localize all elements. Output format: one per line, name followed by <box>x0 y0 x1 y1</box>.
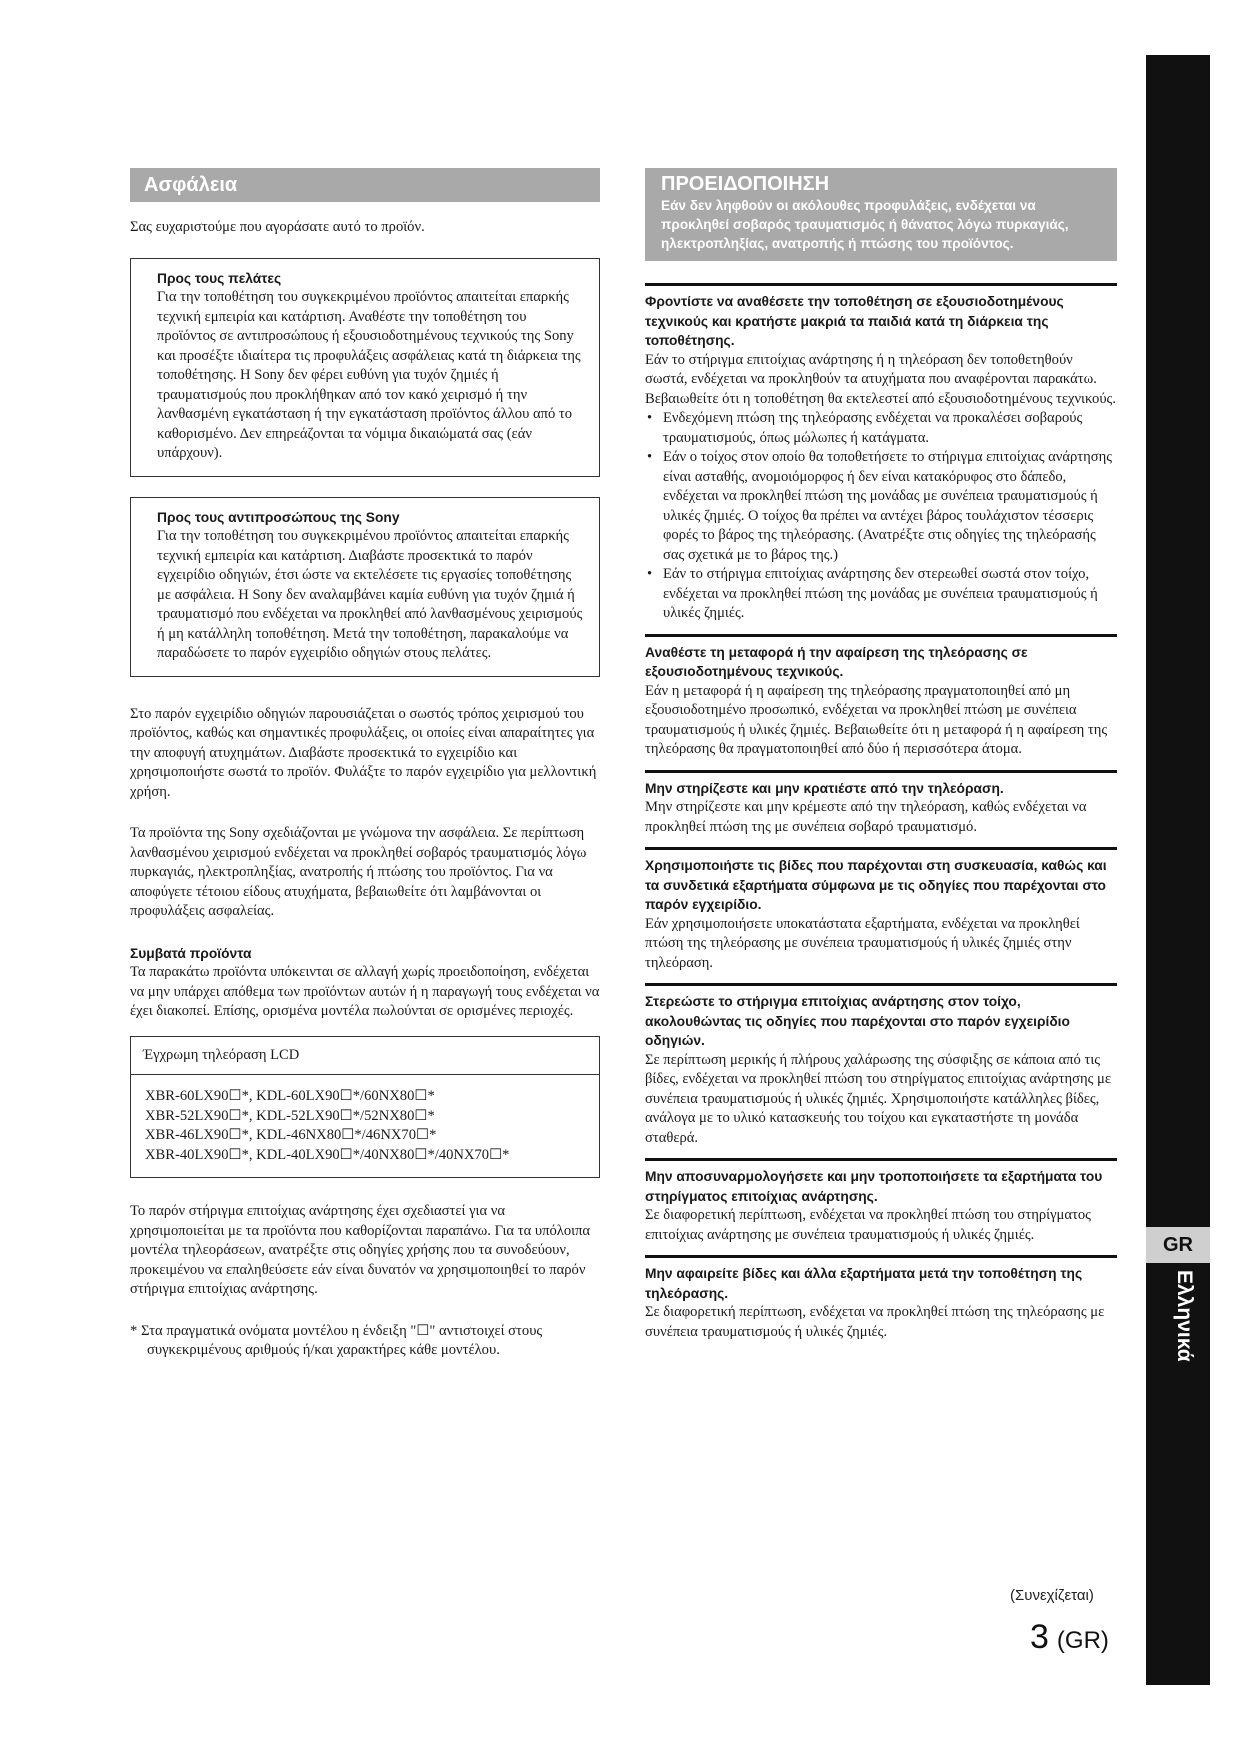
warning-section-title: Χρησιμοποιήστε τις βίδες που παρέχονται στη συσκευασία, καθώς και τα συνδετικά εξαρτήματα σύμφωνα με τις οδηγίες που παρέχονται στο παρόν εγχειρίδιο. <box>645 858 1107 912</box>
dealers-box-text: Για την τοποθέτηση του συγκεκριμένου προϊόντος απαιτείται επαρκής τεχνική εμπειρία και κατάρτιση. Διαβάστε προσεκτικά το παρόν εγχειρίδιο οδηγιών, έτσι ώστε να εκτελέσετε τις εργασίες τοποθέτησης με ασφάλεια. Η Sony δεν αναλαμβάνει καμία ευθύνη για τυχόν ζημιά ή τραυματισμό που ενδέχεται να προκληθεί από λανθασμένους χειρισμούς ή μη κατάλληλη τοποθέτηση. Μετά την τοποθέτηση, παρακαλούμε να παραδώσετε το παρόν εγχειρίδιο οδηγιών στους πελάτες. <box>157 528 583 661</box>
compatible-products <box>130 944 600 1022</box>
warning-title: ΠΡΟΕΙΔΟΠΟΙΗΣΗ <box>661 173 830 195</box>
warning-section <box>645 1158 1117 1245</box>
model-table-header: Έγχρωμη τηλεόραση LCD <box>131 1037 599 1076</box>
warning-section-body: Εάν χρησιμοποιήσετε υποκατάστατα εξαρτήματα, ενδέχεται να προκληθεί πτώση της τηλεόρασης με συνέπεια τραυματισμούς ή υλικές ζημιές στην τηλεόραση. <box>645 915 1080 971</box>
warning-section-body: Σε διαφορετική περίπτωση, ενδέχεται να προκληθεί πτώση του στηρίγματος επιτοίχιας ανάρτησης με συνέπεια τραυματισμούς ή υλικές ζημιές. <box>645 1207 1091 1243</box>
warning-section-title: Μην αφαιρείτε βίδες και άλλα εξαρτήματα μετά την τοποθέτηση της τηλεόρασης. <box>645 1266 1083 1301</box>
model-table <box>130 1036 600 1179</box>
intro-text: Σας ευχαριστούμε που αγοράσατε αυτό το προϊόν. <box>130 219 425 235</box>
model-row: XBR-46LX90☐*, KDL-46NX80☐*/46NX70☐* <box>145 1127 437 1143</box>
page-number-value: 3 <box>1030 1618 1049 1656</box>
language-label: Ελληνικά <box>1173 1270 1196 1362</box>
warning-section-title: Αναθέστε τη μεταφορά ή την αφαίρεση της τηλεόρασης σε εξουσιοδοτημένους τεχνικούς. <box>645 644 1028 679</box>
warning-section <box>645 847 1117 973</box>
continued-label: (Συνεχίζεται) <box>1010 1587 1094 1604</box>
warning-section-body: Σε διαφορετική περίπτωση, ενδέχεται να προκληθεί πτώση της τηλεόρασης με συνέπεια τραυματισμούς ή υλικές ζημιές. <box>645 1304 1105 1340</box>
page-number-suffix: (GR) <box>1056 1627 1109 1654</box>
right-column <box>645 168 1117 1342</box>
warning-section-title: Μην στηρίζεστε και μην κρατιέστε από την τηλεόραση. <box>645 780 1004 796</box>
warning-section <box>645 983 1117 1148</box>
bracket-usage-paragraph: Το παρόν στήριγμα επιτοίχιας ανάρτησης έχει σχεδιαστεί για να χρησιμοποιείται με τα προϊόντα που καθορίζονται παραπάνω. Για τα υπόλοιπα μοντέλα τηλεοράσεων, ανατρέξτε στις οδηγίες χρήσης που τα συνοδεύουν, προκειμένου να επαληθεύσετε εάν είναι δυνατόν να χρησιμοποιηθεί το παρόν στήριγμα επιτοίχιας ανάρτησης. <box>130 1203 591 1297</box>
dealers-box <box>130 497 600 677</box>
bullet-item: • Εάν το στήριγμα επιτοίχιας ανάρτησης δεν στερεωθεί σωστά στον τοίχο, ενδέχεται να προκληθεί πτώση της μονάδας με συνέπεια τραυματισμούς ή υλικές ζημιές. <box>645 565 1117 624</box>
language-tab: GR <box>1146 1227 1210 1263</box>
warning-section-body: Μην στηρίζεστε και μην κρέμεστε από την τηλεόραση, καθώς ενδέχεται να προκληθεί πτώση της με συνέπεια σοβαρό τραυματισμό. <box>645 799 1087 835</box>
model-row: XBR-60LX90☐*, KDL-60LX90☐*/60NX80☐* <box>145 1088 435 1104</box>
warning-section-body: Εάν η μεταφορά ή η αφαίρεση της τηλεόρασης πραγματοποιηθεί από μη εξουσιοδοτημένο προσωπικό, ενδέχεται να προκληθεί πτώση με συνέπεια τραυματισμούς ή υλικές ζημιές. Βεβαιωθείτε ότι η μεταφορά ή η αφαίρεση της τηλεόρασης θα πραγματοποιηθεί από δύο ή περισσότερα άτομα. <box>645 682 1108 757</box>
customers-box-title: Προς τους πελάτες <box>157 270 282 286</box>
warning-section-title: Στερεώστε το στήριγμα επιτοίχιας ανάρτησης στον τοίχο, ακολουθώντας τις οδηγίες που παρέχονται στο παρόν εγχειρίδιο οδηγιών. <box>645 994 1070 1048</box>
bullet-item: • Ενδεχόμενη πτώση της τηλεόρασης ενδέχεται να προκαλέσει σοβαρούς τραυματισμούς, όπως μώλωπες ή κατάγματα. <box>645 409 1117 448</box>
warning-section <box>645 770 1117 838</box>
page-number <box>1030 1618 1109 1657</box>
warning-section-body: Σε περίπτωση μερικής ή πλήρους χαλάρωσης της σύσφιξης σε κάποια από τις βίδες, ενδέχεται να προκληθεί πτώση του στηρίγματος επιτοίχιας ανάρτησης με συνέπεια τραυματισμούς ή υλικές ζημιές. Χρησιμοποιήστε κατάλληλες βίδες, ανάλογα με το υλικό κατασκευής του τοίχου και εγκαταστήστε τη μονάδα σταθερά. <box>645 1051 1111 1146</box>
manual-info-paragraph: Στο παρόν εγχειρίδιο οδηγιών παρουσιάζεται ο σωστός τρόπος χειρισμού του προϊόντος, καθώς και σημαντικές προφυλάξεις, οι οποίες είναι απαραίτητες για την αποφυγή ατυχημάτων. Διαβάστε προσεκτικά το εγχειρίδιο και χρησιμοποιήστε σωστά το προϊόν. Φυλάξτε το παρόν εγχειρίδιο για μελλοντική χρήση. <box>130 705 597 800</box>
warning-section-body: Εάν το στήριγμα επιτοίχιας ανάρτησης ή η τηλεόραση δεν τοποθετηθούν σωστά, ενδέχεται να προκληθούν τα ατυχήματα που αναφέρονται παρακάτω. Βεβαιωθείτε ότι η τοποθέτηση θα εκτελεστεί από εξουσιοδοτημένους τεχνικούς. <box>645 351 1116 407</box>
left-column <box>130 168 600 1361</box>
bullet-item: • Εάν ο τοίχος στον οποίο θα τοποθετήσετε το στήριγμα επιτοίχιας ανάρτησης είναι ασταθής, ανομοιόμορφος ή δεν είναι κατακόρυφος στο δάπεδο, ενδέχεται να προκληθεί πτώση της μονάδας με συνέπεια τραυματισμούς ή υλικές ζημιές. Ο τοίχος θα πρέπει να αντέχει βάρος τουλάχιστον τέσσερις φορές το βάρος της τηλεόρασης. (Ανατρέξτε στις οδηγίες της τηλεόρασής σας σχετικά με το βάρος της.) <box>645 448 1117 565</box>
warning-text: Εάν δεν ληφθούν οι ακόλουθες προφυλάξεις, ενδέχεται να προκληθεί σοβαρός τραυματισμός ή θάνατος λόγω πυρκαγιάς, ηλεκτροπληξίας, ανατροπής ή πτώσης του προϊόντος. <box>661 198 1069 251</box>
compatible-products-title: Συμβατά προϊόντα <box>130 945 252 961</box>
section-header-safety: Ασφάλεια <box>130 168 600 202</box>
warning-section <box>645 283 1117 624</box>
warning-section <box>645 634 1117 760</box>
warning-section-title: Φροντίστε να αναθέσετε την τοποθέτηση σε εξουσιοδοτημένους τεχνικούς και κρατήστε μακριά τα παιδιά κατά τη διάρκεια της τοποθέτησης. <box>645 294 1064 348</box>
model-row: XBR-40LX90☐*, KDL-40LX90☐*/40NX80☐*/40NX70☐* <box>145 1146 510 1163</box>
warning-section-title: Μην αποσυναρμολογήσετε και μην τροποποιήσετε τα εξαρτήματα του στηρίγματος επιτοίχιας ανάρτησης. <box>645 1169 1103 1204</box>
warning-section <box>645 1255 1117 1342</box>
dealers-box-title: Προς τους αντιπροσώπους της Sony <box>157 509 400 525</box>
customers-box <box>130 258 600 477</box>
footnote: * Στα πραγματικά ονόματα μοντέλου η ένδειξη "☐" αντιστοιχεί στους συγκεκριμένους αριθμούς ή/και χαρακτήρες κάθε μοντέλου. <box>130 1322 543 1358</box>
model-row: XBR-52LX90☐*, KDL-52LX90☐*/52NX80☐* <box>145 1107 435 1124</box>
compatible-products-text: Τα παρακάτω προϊόντα υπόκεινται σε αλλαγή χωρίς προειδοποίηση, ενδέχεται να μην υπάρχει απόθεμα των προϊόντων αυτών ή η παραγωγή τους ενδέχεται να έχει διακοπεί. Επίσης, ορισμένα μοντέλα πωλούνται σε ορισμένες περιοχές. <box>130 964 600 1019</box>
safety-paragraph: Τα προϊόντα της Sony σχεδιάζονται με γνώμονα την ασφάλεια. Σε περίπτωση λανθασμένου χειρισμού ενδέχεται να προκληθεί σοβαρός τραυματισμός λόγω πυρκαγιάς, ηλεκτροπληξίας, ανατροπής ή πτώσης του προϊόντος. Για να αποφύγετε τέτοιου είδους ατυχήματα, βεβαιωθείτε ότι λαμβάνονται οι προφυλάξεις ασφαλείας. <box>130 825 587 919</box>
language-sidebar <box>1146 55 1210 1685</box>
warning-box <box>645 168 1117 261</box>
warning-bullet-list <box>645 409 1117 624</box>
customers-box-text: Για την τοποθέτηση του συγκεκριμένου προϊόντος απαιτείται επαρκής τεχνική εμπειρία και κατάρτιση. Αναθέστε την τοποθέτηση του προϊόντος σε αντιπροσώπους ή εξουσιοδοτημένους τεχνικούς της Sony και προσέξτε ιδιαίτερα τις προφυλάξεις ασφάλειας κατά τη διάρκεια της τοποθέτησης. Η Sony δεν φέρει ευθύνη για τυχόν ζημιές ή τραυματισμούς που προκλήθηκαν από τον κακό χειρισμό ή την λανθασμένη εγκατάσταση ή την εγκατάσταση προϊόντος άλλου από το καθορισμένο. Δεν επηρεάζονται τα νόμιμα δικαιώματά σας (εάν υπάρχουν). <box>157 289 581 461</box>
